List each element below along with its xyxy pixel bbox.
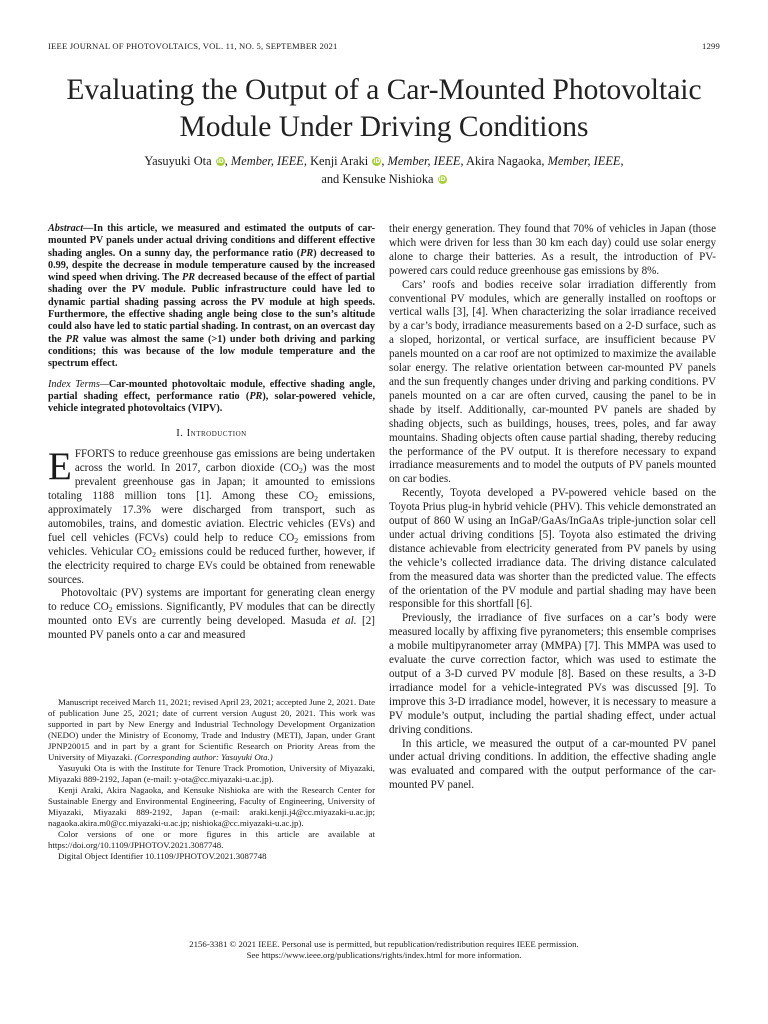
right-paragraph-5: In this article, we measured the output of a car-mounted PV panel under actual driving conditions. In addition, the effective shading angle was evaluated and compared with the output performance of the car-mounted PV panel. bbox=[389, 737, 716, 792]
orcid-icon[interactable]: iD bbox=[373, 158, 381, 165]
author-2: Kenji Araki bbox=[310, 154, 369, 168]
drop-cap: E bbox=[48, 445, 72, 489]
author-1-role: Member, IEEE bbox=[230, 154, 304, 168]
footnote-author-1: Yasuyuki Ota is with the Institute for Tenure Track Promotion, University of Miyazaki, Miyazaki 889-2192, Japan (e-mail: y-ota@cc.miyazaki-u.ac.jp). bbox=[48, 763, 375, 784]
right-column bbox=[389, 223, 716, 793]
title-line-2: Module Under Driving Conditions bbox=[179, 111, 589, 143]
abstract-label: Abstract— bbox=[48, 223, 94, 234]
author-1: Yasuyuki Ota bbox=[144, 154, 212, 168]
copyright-line-1: 2156-3381 © 2021 IEEE. Personal use is permitted, but republication/redistribution requires IEEE permission. bbox=[189, 939, 579, 949]
index-terms: Index Terms—Car-mounted photovoltaic module, effective shading angle, partial shading effect, performance ratio (PR), solar-powered vehicle, vehicle integrated photovoltaics (VIPV). bbox=[48, 378, 376, 415]
right-paragraph-3: Recently, Toyota developed a PV-powered vehicle based on the Toyota Prius plug-in hybrid vehicle (PHV). This vehicle demonstrated an output of 860 W using an InGaP/GaAs/InGaAs triple-junction solar cell under actual driving conditions [5]. Toyota also estimated the driving distance achievable from electricity generated from PV panels by using the vehicle’s collected irradiance data. The driving distance calculated from the measured data was shorter than the predicted value. The effects of the orientation of the PV module and partial shading may have been responsible for this shortfall [6]. bbox=[389, 487, 716, 611]
right-paragraph-2: Cars’ roofs and bodies receive solar irradiation differently from conventional PV modules, which are generally installed on rooftops or vertical walls [3], [4]. When characterizing the solar irradiance received by a car’s body, irradiance measurements based on a 2-D surface, such as a sloped, horizontal, or vertical surface, are insufficient because PV panels mounted on a car roof are not optimized to maximize the available solar energy. The relative orientation between car-mounted PV panels and the sun frequently changes under driving and parking conditions. PV panels mounted on a car are often curved, causing the panel to be in shade by itself. Additionally, car-mounted PV panels are shaded by shading objects, such as buildings, houses, trees, poles, and far away mountains. Shading objects often cause partial shading, thereby reducing the performance of the PV output. It is therefore necessary to expand irradiance measurements and to model the outputs of PV panels mounted on car bodies. bbox=[389, 278, 716, 486]
running-header bbox=[48, 41, 720, 51]
footnote-manuscript: Manuscript received March 11, 2021; revised April 23, 2021; accepted June 2, 2021. Date of publication June 25, 2021; date of current version August 20, 2021. This work was supported in part by New Energy and Industrial Technology Development Organization (NEDO) under the Ministry of Economy, Trade and Industry (METI), Japan, under Grant JPNP20015 and in part by a grant for Scientific Research on Priority Areas from the University of Miyazaki. (Corresponding author: Yasuyuki Ota.) bbox=[48, 697, 375, 762]
author-list: Yasuyuki Ota iD, Member, IEEE, Kenji Araki iD, Member, IEEE, Akira Nagaoka, Member, IEEE, and Kensuke Nishioka iD bbox=[144, 154, 624, 186]
author-conjunction: and bbox=[321, 172, 340, 186]
footnote-color-versions: Color versions of one or more figures in this article are available at https://doi.org/10.1109/JPHOTOV.2021.3087748. bbox=[48, 829, 375, 850]
orcid-icon[interactable]: iD bbox=[438, 176, 446, 183]
intro-paragraph-2: Photovoltaic (PV) systems are important for generating clean energy to reduce $CO_2$ emissions. Significantly, PV modules that can be directly mounted onto EVs are currently being developed. Masuda et al. [2] mounted PV panels onto a car and measured bbox=[48, 587, 375, 642]
right-paragraph-1: their energy generation. They found that 70% of vehicles in Japan (those which were driven for less than 30 km each day) could use solar energy alone to charge their batteries. As a result, the introduction of PV-powered cars could reduce greenhouse gas emissions by 8%. bbox=[389, 223, 716, 277]
orcid-icon[interactable]: iD bbox=[216, 158, 224, 165]
footnote-doi: Digital Object Identifier 10.1109/JPHOTOV.2021.3087748 bbox=[58, 851, 267, 861]
author-2-role: Member, IEEE bbox=[387, 154, 461, 168]
copyright-notice bbox=[0, 939, 768, 961]
section-heading: I. Introduction bbox=[176, 428, 247, 440]
index-terms-label: Index Terms— bbox=[48, 378, 109, 390]
right-paragraph-4: Previously, the irradiance of five surfaces on a car’s body were measured locally by affixing five pyranometers; this ensemble comprises a mobile multipyranometer array (MMPA) [7]. This MMPA was used to evaluate the curve correction factor, which was used to estimate the output of a 3-D curved PV module [8]. Based on these results, a 3-D irradiance model for a vehicle-integrated PVs was discussed [9]. To improve this 3-D irradiance model, however, it is necessary to measure a PV module’s output, including the partial shading effect, under actual driving conditions. bbox=[389, 612, 716, 736]
left-column bbox=[48, 223, 375, 643]
author-3-role: Member, IEEE bbox=[547, 154, 621, 168]
author-4: Kensuke Nishioka bbox=[342, 172, 434, 186]
title-line-1: Evaluating the Output of a Car-Mounted Photovoltaic bbox=[66, 74, 702, 106]
abstract: Abstract—In this article, we measured and estimated the outputs of car-mounted PV panels under actual driving conditions and different effective shading angles. On a sunny day, the performance ratio (PR) decreased to 0.99, despite the decrease in module temperature caused by the increased wind speed when driving. The PR decreased because of the effect of partial shading over the PV module. Public infrastructure could have led to dynamic partial shading passing across the PV module at high speeds. Furthermore, the effective shading angle being close to the sun’s altitude could also have led to static partial shading. In contrast, on an overcast day the PR value was almost the same (>1) under both driving and parking conditions; this was because of the low module temperature and the spectrum effect. bbox=[48, 223, 376, 370]
paper-title bbox=[20, 72, 748, 146]
page-number: 1299 bbox=[702, 41, 720, 51]
footnotes bbox=[48, 697, 375, 862]
copyright-line-2: See https://www.ieee.org/publications/rights/index.html for more information. bbox=[246, 950, 522, 960]
author-3: Akira Nagaoka bbox=[466, 154, 542, 168]
footnote-authors-2-4: Kenji Araki, Akira Nagaoka, and Kensuke Nishioka are with the Research Center for Sustainable Energy and Environmental Engineering, Faculty of Engineering, University of Miyazaki, Miyazaki 889-2192, Japan (e-mail: araki.kenji.j4@cc.miyazaki-u.ac.jp; nagaoka.akira.m0@cc.miyazaki-u.ac.jp; nishioka@cc.miyazaki-u.ac.jp). bbox=[48, 785, 375, 828]
journal-name: IEEE JOURNAL OF PHOTOVOLTAICS, VOL. 11, NO. 5, SEPTEMBER 2021 bbox=[48, 41, 338, 51]
intro-paragraph-1: EFFORTS to reduce greenhouse gas emissions are being undertaken across the world. In 2017, carbon dioxide $(CO_2)$ was the most prevalent greenhouse gas in Japan; it amounted to emissions totaling 1188 million tons [1]. Among these $CO_2$ emissions, approximately 17.3% were discharged from transport, such as automobiles, trains, and domestic aviation. Electric vehicles (EVs) and fuel cell vehicles (FCVs) could help to reduce $CO_2$ emissions from vehicles. Vehicular $CO_2$ emissions could be reduced further, however, if the electricity required to charge EVs could be obtained from renewable sources. bbox=[48, 445, 375, 586]
